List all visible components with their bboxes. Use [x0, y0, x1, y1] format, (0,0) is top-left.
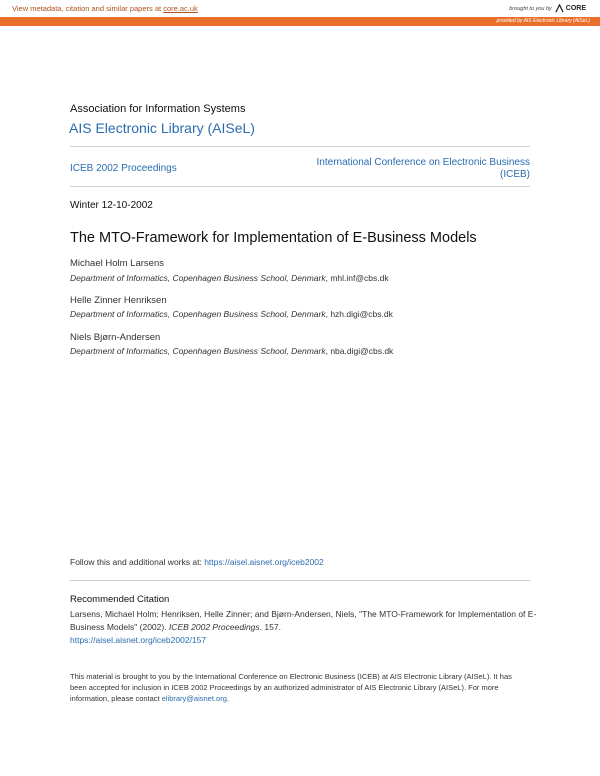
divider [70, 146, 530, 147]
core-link-text: View metadata, citation and similar papers at [12, 4, 164, 13]
brought-by-text: brought to you by [509, 5, 552, 12]
affiliation-dept: Department of Informatics, Copenhagen Business School, Denmark [70, 273, 326, 283]
divider [70, 186, 530, 187]
core-logo-text: CORE [565, 5, 586, 12]
notice-end: . [226, 694, 229, 703]
divider [70, 580, 530, 581]
core-logo-icon [555, 4, 564, 13]
notice-text: This material is brought to you by the International Conference on Electronic Business (ICEB) at AIS Electronic Library (AISeL). It has been accepted for inclusion in ICEB 2002 Proceedings by an authorized administrator of AIS Electronic Library (AISeL). For more information, please contact [70, 672, 512, 703]
author-affiliation [70, 309, 393, 319]
citation-number: . 157. [259, 622, 281, 632]
follow-link[interactable]: https://aisel.aisnet.org/iceb2002 [204, 557, 324, 567]
core-logo[interactable] [555, 4, 586, 13]
author-name: Michael Holm Larsens [70, 258, 164, 269]
author-affiliation [70, 273, 389, 283]
author-email: , hzh.digi@cbs.dk [325, 309, 393, 319]
follow-line [70, 557, 324, 567]
affiliation-dept: Department of Informatics, Copenhagen Business School, Denmark [70, 309, 326, 319]
conference-line-2: (ICEB) [500, 169, 530, 180]
contact-email-link[interactable]: elibrary@aisnet.org [161, 694, 227, 703]
citation-text: Larsens, Michael Holm; Henriksen, Helle Zinner; and Bjørn-Andersen, Niels, "The MTO-Framework for Implementation of E-Business Models" (2002). [70, 609, 537, 632]
core-brand[interactable] [509, 4, 586, 13]
association-name: Association for Information Systems [70, 103, 246, 115]
author-name: Helle Zinner Henriksen [70, 295, 167, 306]
citation-body [70, 608, 540, 647]
core-metadata-link[interactable] [12, 4, 198, 13]
author-name: Niels Bjørn-Andersen [70, 332, 161, 343]
conference-link[interactable] [290, 157, 530, 181]
provided-by-text: provided by AIS Electronic Library (AISeL) [496, 18, 590, 24]
paper-title: The MTO-Framework for Implementation of E-Business Models [70, 230, 477, 246]
citation-proceedings: ICEB 2002 Proceedings [168, 622, 260, 632]
provided-by-strip [0, 17, 600, 26]
publication-date: Winter 12-10-2002 [70, 200, 153, 211]
access-notice [70, 671, 530, 704]
library-link[interactable]: AIS Electronic Library (AISeL) [69, 120, 255, 136]
core-domain-link[interactable]: core.ac.uk [163, 4, 198, 13]
follow-text: Follow this and additional works at: [70, 557, 205, 567]
author-email: , mhl.inf@cbs.dk [325, 273, 389, 283]
citation-link[interactable]: https://aisel.aisnet.org/iceb2002/157 [70, 635, 207, 645]
author-email: , nba.digi@cbs.dk [325, 346, 394, 356]
conference-line-1: International Conference on Electronic Business [316, 157, 530, 168]
affiliation-dept: Department of Informatics, Copenhagen Business School, Denmark [70, 346, 326, 356]
citation-heading: Recommended Citation [70, 594, 170, 605]
proceedings-link[interactable]: ICEB 2002 Proceedings [70, 163, 177, 174]
author-affiliation [70, 346, 393, 356]
